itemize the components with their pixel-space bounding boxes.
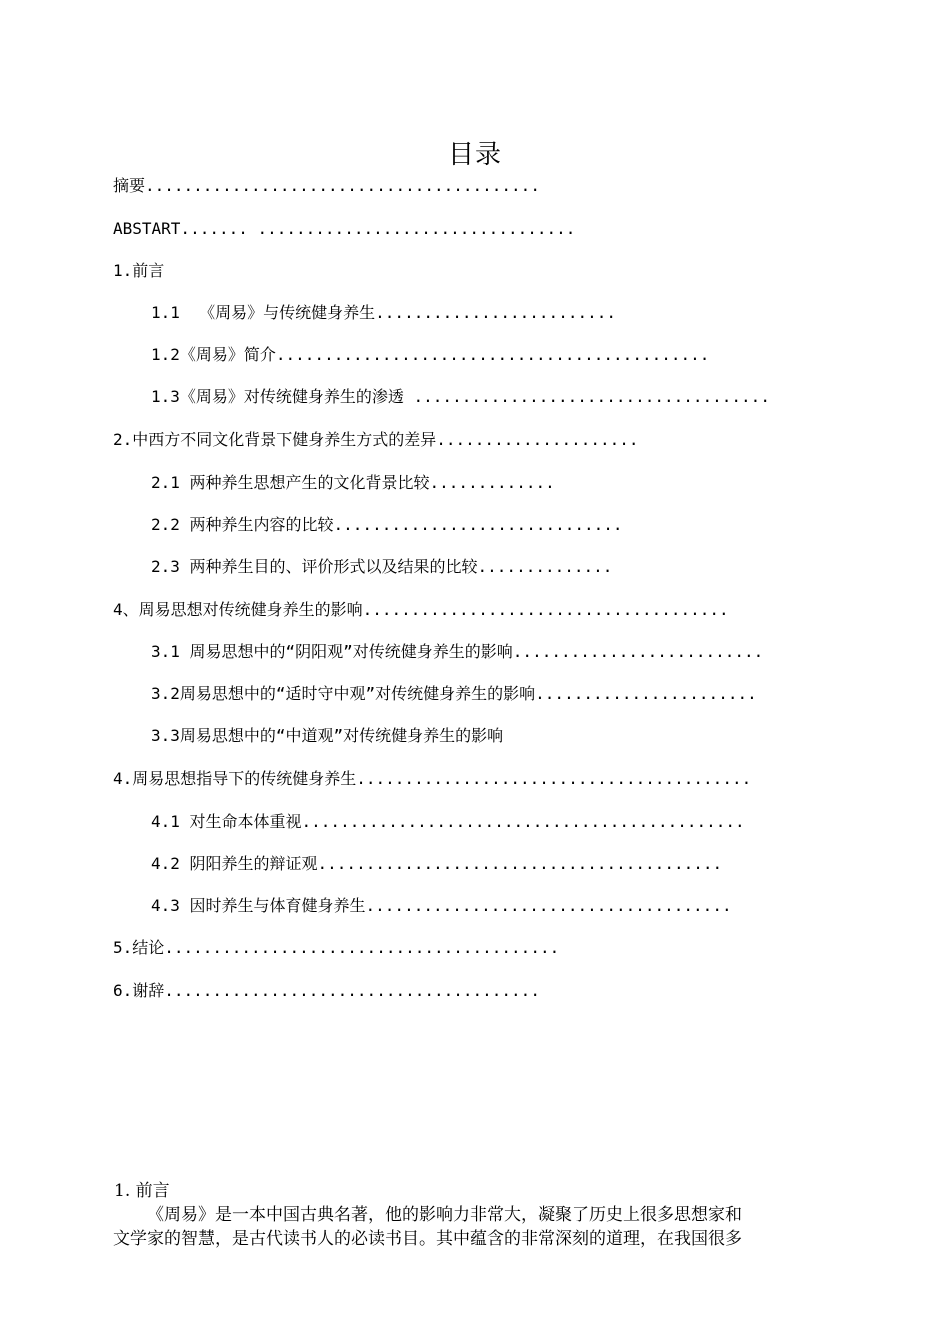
toc-entry-3-3: 3.3周易思想中的“中道观”对传统健身养生的影响 xyxy=(151,726,504,745)
toc-entry-1: 1.前言 xyxy=(113,261,165,280)
toc-entry-4-1: 4.1 对生命本体重视.............................................. xyxy=(151,812,745,831)
toc-entry-4: 4.周易思想指导下的传统健身养生......................................... xyxy=(113,769,752,788)
toc-entry-3-2: 3.2周易思想中的“适时守中观”对传统健身养生的影响....................... xyxy=(151,684,757,703)
toc-entry-3-1: 3.1 周易思想中的“阴阳观”对传统健身养生的影响.......................... xyxy=(151,642,764,661)
toc-entry-3: 4、周易思想对传统健身养生的影响...................................... xyxy=(113,600,729,619)
toc-entry-2-2: 2.2 两种养生内容的比较.............................. xyxy=(151,515,623,534)
toc-title: 目录 xyxy=(447,140,502,170)
toc-entry-1-3: 1.3《周易》对传统健身养生的渗透 ..................................... xyxy=(151,387,770,406)
paragraph-line-2: 文学家的智慧，是古代读书人的必读书目。其中蕴含的非常深刻的道理，在我国很多 xyxy=(113,1229,742,1249)
toc-entry-6: 6.谢辞....................................... xyxy=(113,981,540,1000)
toc-entry-1-2: 1.2《周易》简介............................................. xyxy=(151,345,710,364)
section-heading: 1. 前言 xyxy=(114,1181,170,1201)
toc-entry-5: 5.结论......................................... xyxy=(113,938,560,957)
toc-entry-abstract-en: ABSTART....... ................................. xyxy=(113,219,576,238)
toc-entry-4-2: 4.2 阴阳养生的辩证观.......................................... xyxy=(151,854,723,873)
toc-entry-4-3: 4.3 因时养生与体育健身养生...................................... xyxy=(151,896,732,915)
toc-entry-2: 2.中西方不同文化背景下健身养生方式的差异..................... xyxy=(113,430,639,449)
toc-entry-2-1: 2.1 两种养生思想产生的文化背景比较............. xyxy=(151,473,555,492)
toc-entry-abstract: 摘要......................................... xyxy=(113,176,540,195)
toc-entry-1-1: 1.1 《周易》与传统健身养生......................... xyxy=(151,303,616,322)
toc-entry-2-3: 2.3 两种养生目的、评价形式以及结果的比较.............. xyxy=(151,557,613,576)
paragraph-line-1: 《周易》是一本中国古典名著，他的影响力非常大，凝聚了历史上很多思想家和 xyxy=(147,1205,742,1225)
